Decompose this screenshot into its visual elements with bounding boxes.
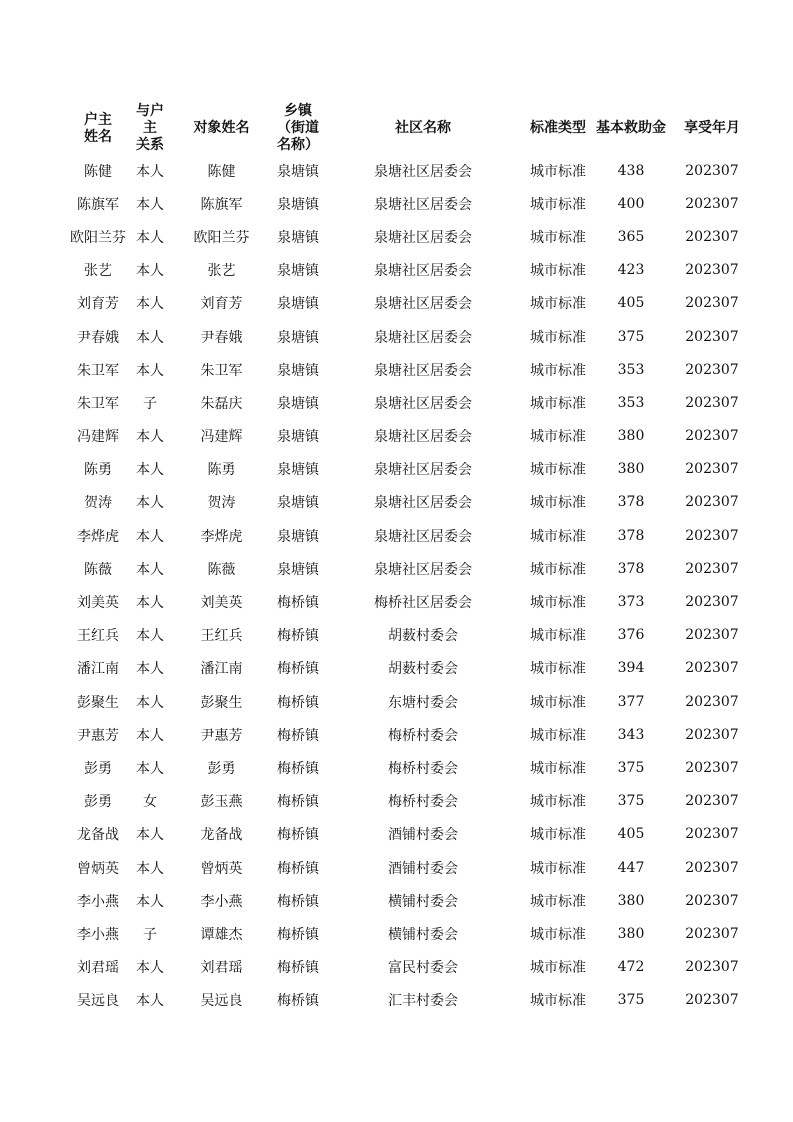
cell-relation: 本人 [136, 595, 164, 612]
header-relation: 与户主 关系 [136, 103, 164, 153]
cell-relation: 本人 [136, 429, 164, 446]
header-household-head: 户主 姓名 [84, 111, 112, 145]
cell-standard-type: 城市标准 [530, 561, 586, 578]
cell-basic-allowance: 405 [617, 295, 645, 312]
cell-household-head: 欧阳兰芬 [70, 229, 126, 246]
cell-community: 酒铺村委会 [388, 827, 458, 844]
table-row [66, 785, 755, 818]
cell-township: 梅桥镇 [277, 860, 319, 877]
cell-recipient-name: 谭雄杰 [200, 926, 243, 943]
cell-relation: 本人 [136, 893, 164, 910]
cell-relation: 本人 [136, 827, 164, 844]
cell-relation: 本人 [136, 329, 164, 346]
cell-township: 泉塘镇 [277, 329, 319, 346]
cell-standard-type: 城市标准 [530, 528, 586, 545]
cell-relation: 本人 [136, 163, 164, 180]
table-row [66, 187, 755, 220]
cell-relation: 本人 [136, 727, 164, 744]
cell-basic-allowance: 423 [617, 262, 645, 279]
cell-township: 梅桥镇 [277, 628, 319, 645]
cell-month: 202307 [685, 328, 739, 345]
cell-household-head: 李烨虎 [77, 528, 119, 545]
cell-household-head: 朱卫军 [77, 395, 119, 412]
cell-township: 泉塘镇 [277, 495, 319, 512]
cell-standard-type: 城市标准 [530, 329, 586, 346]
cell-township: 泉塘镇 [277, 296, 319, 313]
cell-township: 梅桥镇 [277, 760, 319, 777]
cell-relation: 本人 [136, 694, 164, 711]
cell-household-head: 潘江南 [77, 661, 119, 678]
cell-recipient-name: 刘君瑶 [200, 960, 243, 977]
cell-standard-type: 城市标准 [530, 661, 586, 678]
cell-township: 泉塘镇 [277, 528, 319, 545]
cell-household-head: 彭聚生 [77, 694, 119, 711]
cell-recipient-name: 朱卫军 [200, 362, 243, 379]
cell-community: 梅桥村委会 [388, 727, 458, 744]
table-row [66, 652, 755, 685]
cell-household-head: 陈薇 [84, 561, 112, 578]
cell-township: 梅桥镇 [277, 794, 319, 811]
cell-month: 202307 [685, 759, 739, 776]
cell-recipient-name: 刘育芳 [200, 296, 243, 313]
cell-recipient-name: 吴远良 [200, 993, 243, 1010]
cell-community: 东塘村委会 [388, 694, 458, 711]
cell-standard-type: 城市标准 [530, 595, 586, 612]
cell-community: 泉塘社区居委会 [374, 429, 472, 446]
cell-community: 泉塘社区居委会 [374, 263, 472, 280]
cell-relation: 子 [143, 926, 157, 943]
cell-recipient-name: 陈薇 [207, 561, 236, 578]
cell-community: 汇丰村委会 [388, 993, 458, 1010]
cell-relation: 本人 [136, 495, 164, 512]
header-community: 社区名称 [395, 120, 451, 136]
cell-relation: 本人 [136, 462, 164, 479]
cell-community: 泉塘社区居委会 [374, 495, 472, 512]
table-header-row [66, 103, 755, 154]
cell-recipient-name: 陈健 [207, 163, 236, 180]
cell-month: 202307 [685, 859, 739, 876]
assistance-roster-table [66, 103, 755, 1017]
cell-basic-allowance: 378 [617, 527, 645, 544]
cell-community: 泉塘社区居委会 [374, 329, 472, 346]
cell-recipient-name: 尹春娥 [200, 329, 243, 346]
cell-household-head: 朱卫军 [77, 362, 119, 379]
cell-recipient-name: 彭勇 [207, 760, 236, 777]
cell-recipient-name: 冯建辉 [200, 429, 243, 446]
cell-community: 泉塘社区居委会 [374, 163, 472, 180]
cell-recipient-name: 龙备战 [200, 827, 243, 844]
table-row [66, 884, 755, 917]
cell-relation: 本人 [136, 296, 164, 313]
cell-household-head: 刘美英 [77, 595, 119, 612]
cell-basic-allowance: 376 [617, 627, 645, 644]
cell-basic-allowance: 380 [617, 925, 645, 942]
cell-relation: 本人 [136, 860, 164, 877]
cell-relation: 本人 [136, 993, 164, 1010]
cell-basic-allowance: 375 [617, 328, 645, 345]
table-row [66, 287, 755, 320]
cell-relation: 本人 [136, 561, 164, 578]
cell-community: 梅桥社区居委会 [374, 595, 472, 612]
header-month: 享受年月 [684, 120, 740, 136]
cell-basic-allowance: 447 [617, 859, 645, 876]
table-row [66, 453, 755, 486]
cell-month: 202307 [685, 527, 739, 544]
cell-standard-type: 城市标准 [530, 727, 586, 744]
cell-recipient-name: 刘美英 [200, 595, 243, 612]
cell-community: 梅桥村委会 [388, 760, 458, 777]
cell-household-head: 张艺 [84, 263, 112, 280]
cell-month: 202307 [685, 361, 739, 378]
table-row [66, 685, 755, 718]
header-recipient-name: 对象姓名 [193, 120, 250, 136]
cell-recipient-name: 陈勇 [207, 462, 236, 479]
cell-standard-type: 城市标准 [530, 628, 586, 645]
cell-township: 梅桥镇 [277, 595, 319, 612]
cell-basic-allowance: 380 [617, 892, 645, 909]
cell-month: 202307 [685, 461, 739, 478]
cell-relation: 女 [143, 794, 157, 811]
cell-basic-allowance: 353 [617, 394, 645, 411]
cell-household-head: 吴远良 [77, 993, 119, 1010]
cell-township: 泉塘镇 [277, 263, 319, 280]
table-row [66, 220, 755, 253]
table-row [66, 519, 755, 552]
cell-township: 梅桥镇 [277, 926, 319, 943]
cell-household-head: 李小燕 [77, 893, 119, 910]
cell-standard-type: 城市标准 [530, 794, 586, 811]
cell-recipient-name: 李小燕 [200, 893, 243, 910]
cell-month: 202307 [685, 162, 739, 179]
cell-household-head: 曾炳英 [77, 860, 119, 877]
cell-community: 富民村委会 [388, 960, 458, 977]
table-row [66, 751, 755, 784]
cell-basic-allowance: 380 [617, 461, 645, 478]
cell-relation: 本人 [136, 661, 164, 678]
cell-recipient-name: 曾炳英 [200, 860, 243, 877]
cell-standard-type: 城市标准 [530, 163, 586, 180]
cell-basic-allowance: 353 [617, 361, 645, 378]
cell-recipient-name: 陈旗军 [200, 196, 243, 213]
cell-standard-type: 城市标准 [530, 827, 586, 844]
cell-month: 202307 [685, 394, 739, 411]
cell-standard-type: 城市标准 [530, 462, 586, 479]
cell-relation: 本人 [136, 196, 164, 213]
header-standard-type: 标准类型 [530, 120, 586, 136]
cell-household-head: 尹春娥 [77, 329, 119, 346]
cell-basic-allowance: 378 [617, 560, 645, 577]
cell-relation: 本人 [136, 362, 164, 379]
cell-township: 泉塘镇 [277, 163, 319, 180]
cell-township: 梅桥镇 [277, 993, 319, 1010]
cell-month: 202307 [685, 627, 739, 644]
cell-basic-allowance: 365 [617, 228, 645, 245]
table-row [66, 984, 755, 1017]
cell-standard-type: 城市标准 [530, 860, 586, 877]
table-row [66, 718, 755, 751]
cell-household-head: 龙备战 [77, 827, 119, 844]
cell-township: 泉塘镇 [277, 561, 319, 578]
cell-household-head: 贺涛 [84, 495, 112, 512]
cell-basic-allowance: 472 [617, 959, 645, 976]
table-row [66, 386, 755, 419]
cell-basic-allowance: 400 [617, 195, 645, 212]
cell-community: 胡薮村委会 [388, 661, 458, 678]
table-row [66, 254, 755, 287]
cell-household-head: 彭勇 [84, 794, 112, 811]
cell-household-head: 冯建辉 [77, 429, 119, 446]
cell-recipient-name: 朱磊庆 [200, 395, 243, 412]
header-township: 乡镇（街道 名称） [277, 103, 319, 153]
cell-basic-allowance: 378 [617, 494, 645, 511]
cell-relation: 本人 [136, 760, 164, 777]
cell-month: 202307 [685, 228, 739, 245]
table-row [66, 951, 755, 984]
cell-month: 202307 [685, 195, 739, 212]
cell-recipient-name: 彭聚生 [200, 694, 243, 711]
cell-standard-type: 城市标准 [530, 229, 586, 246]
cell-basic-allowance: 375 [617, 759, 645, 776]
cell-recipient-name: 张艺 [207, 263, 236, 280]
table-row [66, 851, 755, 884]
cell-recipient-name: 李烨虎 [200, 528, 243, 545]
cell-basic-allowance: 377 [617, 693, 645, 710]
cell-township: 泉塘镇 [277, 229, 319, 246]
cell-township: 泉塘镇 [277, 196, 319, 213]
cell-standard-type: 城市标准 [530, 395, 586, 412]
cell-recipient-name: 彭玉燕 [200, 794, 243, 811]
cell-recipient-name: 贺涛 [207, 495, 236, 512]
cell-household-head: 陈旗军 [77, 196, 119, 213]
cell-township: 泉塘镇 [277, 429, 319, 446]
cell-standard-type: 城市标准 [530, 296, 586, 313]
cell-relation: 本人 [136, 628, 164, 645]
cell-community: 酒铺村委会 [388, 860, 458, 877]
cell-recipient-name: 王红兵 [200, 628, 243, 645]
cell-basic-allowance: 438 [617, 162, 645, 179]
cell-township: 泉塘镇 [277, 362, 319, 379]
cell-basic-allowance: 373 [617, 594, 645, 611]
cell-month: 202307 [685, 262, 739, 279]
cell-relation: 本人 [136, 960, 164, 977]
header-basic-allowance: 基本救助金 [596, 120, 666, 136]
cell-community: 泉塘社区居委会 [374, 196, 472, 213]
cell-basic-allowance: 405 [617, 826, 645, 843]
cell-township: 梅桥镇 [277, 893, 319, 910]
cell-basic-allowance: 343 [617, 726, 645, 743]
table-row [66, 552, 755, 585]
table-row [66, 818, 755, 851]
cell-township: 梅桥镇 [277, 661, 319, 678]
cell-standard-type: 城市标准 [530, 993, 586, 1010]
table-row [66, 353, 755, 386]
cell-household-head: 尹惠芳 [77, 727, 119, 744]
cell-standard-type: 城市标准 [530, 960, 586, 977]
cell-standard-type: 城市标准 [530, 429, 586, 446]
cell-standard-type: 城市标准 [530, 495, 586, 512]
cell-community: 泉塘社区居委会 [374, 229, 472, 246]
table-row [66, 154, 755, 187]
cell-household-head: 李小燕 [77, 926, 119, 943]
table-row [66, 585, 755, 618]
cell-household-head: 陈健 [84, 163, 112, 180]
cell-household-head: 刘君瑶 [77, 960, 119, 977]
cell-month: 202307 [685, 594, 739, 611]
cell-community: 泉塘社区居委会 [374, 395, 472, 412]
cell-basic-allowance: 375 [617, 992, 645, 1009]
cell-community: 泉塘社区居委会 [374, 362, 472, 379]
cell-basic-allowance: 375 [617, 793, 645, 810]
table-row [66, 917, 755, 950]
cell-month: 202307 [685, 892, 739, 909]
cell-month: 202307 [685, 925, 739, 942]
cell-standard-type: 城市标准 [530, 362, 586, 379]
cell-community: 横铺村委会 [388, 893, 458, 910]
cell-month: 202307 [685, 992, 739, 1009]
cell-household-head: 彭勇 [84, 760, 112, 777]
cell-township: 梅桥镇 [277, 694, 319, 711]
cell-standard-type: 城市标准 [530, 263, 586, 280]
cell-township: 泉塘镇 [277, 395, 319, 412]
cell-household-head: 王红兵 [77, 628, 119, 645]
cell-relation: 子 [143, 395, 157, 412]
cell-month: 202307 [685, 494, 739, 511]
cell-community: 梅桥村委会 [388, 794, 458, 811]
cell-community: 泉塘社区居委会 [374, 561, 472, 578]
cell-standard-type: 城市标准 [530, 760, 586, 777]
cell-recipient-name: 欧阳兰芬 [193, 229, 250, 246]
cell-standard-type: 城市标准 [530, 196, 586, 213]
cell-community: 泉塘社区居委会 [374, 528, 472, 545]
cell-basic-allowance: 380 [617, 428, 645, 445]
cell-month: 202307 [685, 295, 739, 312]
cell-month: 202307 [685, 793, 739, 810]
cell-standard-type: 城市标准 [530, 694, 586, 711]
table-row [66, 320, 755, 353]
cell-recipient-name: 尹惠芳 [200, 727, 243, 744]
cell-month: 202307 [685, 560, 739, 577]
cell-month: 202307 [685, 826, 739, 843]
cell-standard-type: 城市标准 [530, 893, 586, 910]
cell-month: 202307 [685, 428, 739, 445]
cell-relation: 本人 [136, 229, 164, 246]
cell-recipient-name: 潘江南 [200, 661, 243, 678]
cell-community: 泉塘社区居委会 [374, 462, 472, 479]
cell-month: 202307 [685, 693, 739, 710]
cell-community: 横铺村委会 [388, 926, 458, 943]
cell-household-head: 陈勇 [84, 462, 112, 479]
cell-community: 泉塘社区居委会 [374, 296, 472, 313]
cell-month: 202307 [685, 660, 739, 677]
cell-relation: 本人 [136, 263, 164, 280]
cell-relation: 本人 [136, 528, 164, 545]
cell-community: 胡薮村委会 [388, 628, 458, 645]
cell-township: 梅桥镇 [277, 727, 319, 744]
cell-township: 泉塘镇 [277, 462, 319, 479]
cell-household-head: 刘育芳 [77, 296, 119, 313]
cell-township: 梅桥镇 [277, 960, 319, 977]
cell-standard-type: 城市标准 [530, 926, 586, 943]
table-row [66, 420, 755, 453]
cell-township: 梅桥镇 [277, 827, 319, 844]
table-body [66, 154, 755, 1017]
cell-month: 202307 [685, 959, 739, 976]
table-row [66, 619, 755, 652]
table-row [66, 486, 755, 519]
cell-month: 202307 [685, 726, 739, 743]
cell-basic-allowance: 394 [617, 660, 645, 677]
